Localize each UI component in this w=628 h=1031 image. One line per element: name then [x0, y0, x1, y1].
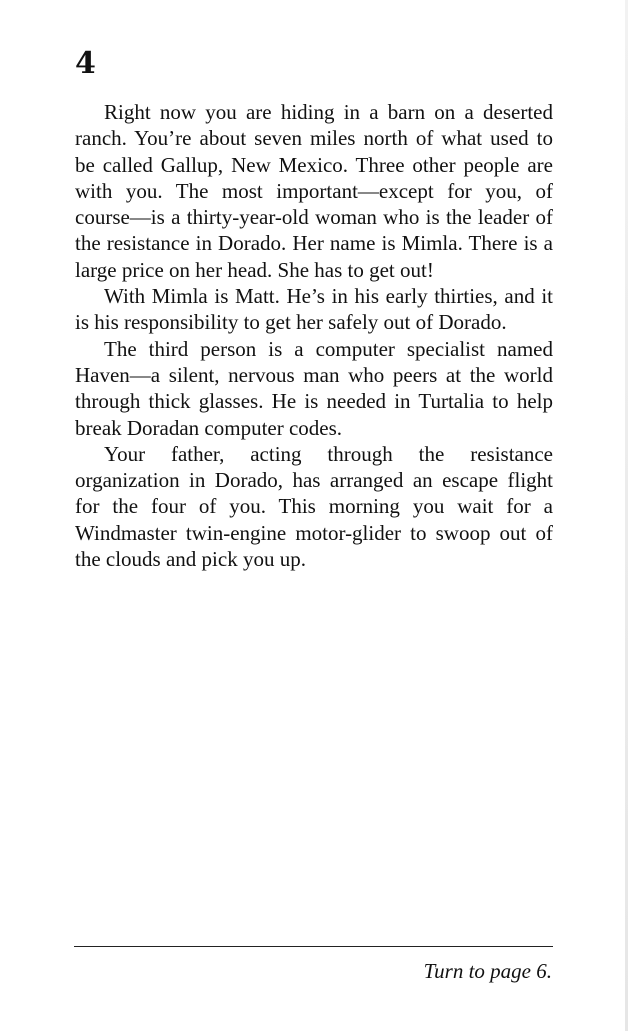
story-text: [75, 99, 553, 572]
paragraph-3: The third person is a computer specialist named Haven—a silent, nervous man who peers at the world through thick glasses. He is needed in Turtalia to help break Doradan computer codes.: [75, 336, 553, 440]
turn-to-page-link[interactable]: Turn to page 6.: [423, 959, 552, 983]
footer-divider: [74, 946, 553, 947]
page-number: 4: [75, 46, 96, 81]
paragraph-2: With Mimla is Matt. He’s in his early thirties, and it is his responsibility to get her safely out of Dorado.: [75, 284, 553, 335]
paragraph-4: Your father, acting through the resistance organization in Dorado, has arranged an escape flight for the four of you. This morning you wait for a Windmaster twin-engine motor-glider to swoop out of the clouds and pick you up.: [75, 441, 553, 572]
paragraph-1: Right now you are hiding in a barn on a deserted ranch. You’re about seven miles north of what used to be called Gallup, New Mexico. Three other people are with you. The most important—except for you, of course—is a thirty-year-old woman who is the leader of the resistance in Dorado. Her name is Mimla. There is a large price on her head. She has to get out!: [75, 100, 553, 282]
